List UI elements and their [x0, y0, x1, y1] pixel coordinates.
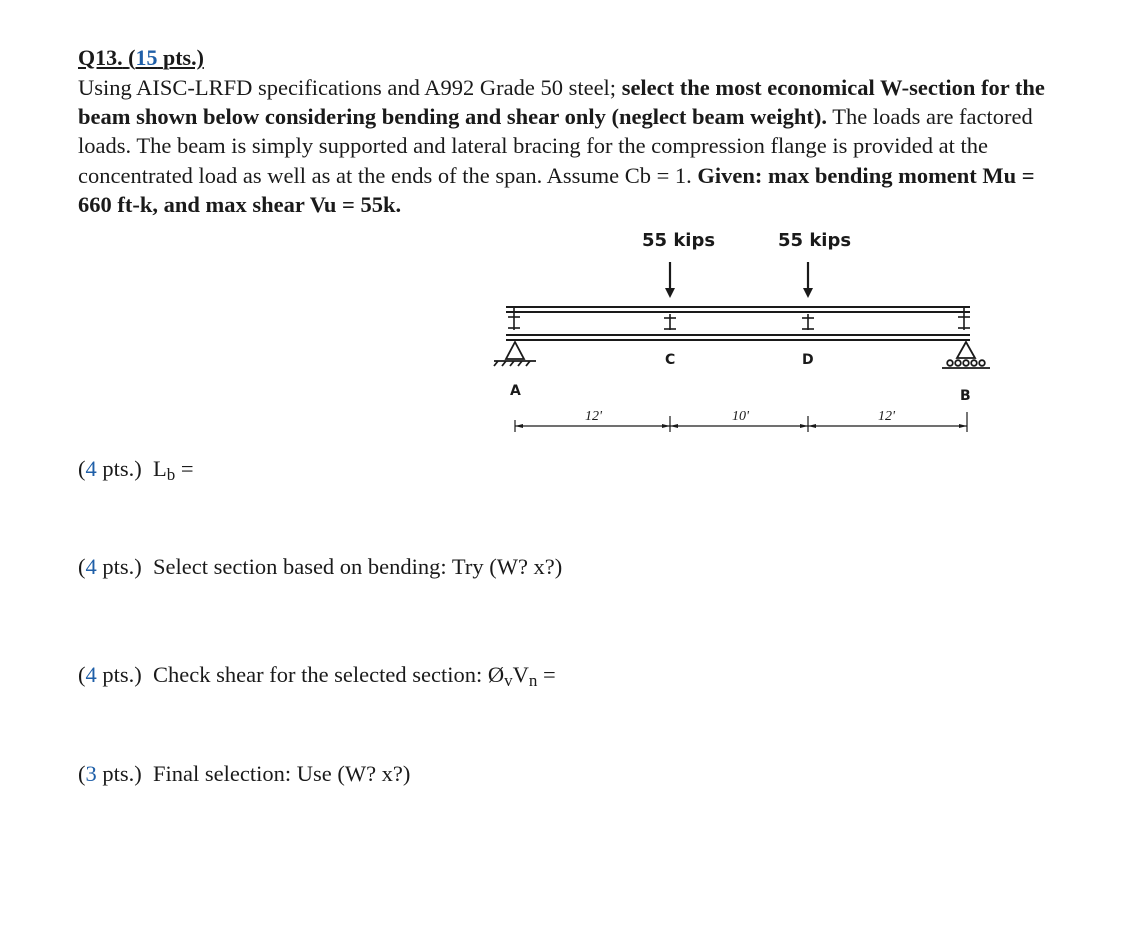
part-1-symbol: L — [153, 456, 167, 481]
part-3-close: pts.) — [96, 662, 142, 687]
part-4-points: 3 — [85, 761, 97, 786]
question-points-suffix: pts.) — [162, 45, 204, 70]
statement-bold-2: Given: max bending moment Mu = 660 ft-k, and max shear Vu = 55k. — [78, 162, 1035, 217]
part-2-bending — [78, 553, 562, 581]
dimension-label-2: 10' — [732, 409, 749, 424]
part-3-sub-v: v — [504, 671, 513, 690]
part-3-shear — [78, 661, 556, 695]
beam — [506, 307, 970, 340]
load-arrow-left — [665, 262, 675, 298]
pin-support-a — [494, 342, 536, 366]
part-2-close: pts.) — [96, 554, 142, 579]
part-1-equals: = — [175, 456, 194, 481]
part-4-text: Final selection: Use (W? x?) — [153, 761, 411, 786]
part-3-text: Check shear for the selected section: — [153, 662, 488, 687]
part-3-equals: = — [537, 662, 556, 687]
dimension-label-1: 12' — [585, 409, 602, 424]
part-1-lb — [78, 455, 194, 489]
part-2-points: 4 — [85, 554, 97, 579]
question-number: Q13. — [78, 45, 123, 70]
beam-diagram — [470, 222, 1030, 440]
part-1-open: ( — [78, 456, 86, 481]
statement-text-1: Using AISC-LRFD specifications and A992 Grade 50 steel; — [78, 75, 622, 100]
statement-text-2: The loads are factored loads. The beam is simply supported and lateral bracing for the compression flange is provided at the concentrated load as well as at the ends of the span. Assume Cb = 1. — [78, 104, 1033, 188]
dimension-label-3: 12' — [878, 409, 895, 424]
point-d-label: D — [802, 352, 814, 368]
part-4-close: pts.) — [96, 761, 142, 786]
part-1-subscript: b — [166, 465, 176, 484]
part-4-open: ( — [78, 761, 86, 786]
part-3-sub-n: n — [528, 671, 538, 690]
load-label-left: 55 kips — [642, 230, 716, 251]
problem-statement — [78, 73, 1063, 219]
point-a-label: A — [510, 383, 521, 399]
load-arrow-right — [803, 262, 813, 298]
load-label-right: 55 kips — [778, 230, 852, 251]
part-2-open: ( — [78, 554, 86, 579]
part-1-points: 4 — [85, 456, 97, 481]
part-1-close: pts.) — [96, 456, 142, 481]
part-2-text: Select section based on bending: Try (W? x?) — [153, 554, 563, 579]
point-b-label: B — [960, 388, 971, 404]
part-3-phi: Ø — [487, 662, 505, 687]
question-title — [78, 44, 204, 72]
part-4-final — [78, 760, 410, 788]
part-3-v: V — [512, 662, 529, 687]
question-points: 15 — [135, 45, 158, 70]
question-open-paren: ( — [128, 45, 136, 70]
point-c-label: C — [665, 352, 676, 368]
part-3-open: ( — [78, 662, 86, 687]
roller-support-b — [942, 342, 990, 368]
part-3-points: 4 — [85, 662, 97, 687]
statement-bold-1: select the most economical W-section for the beam shown below considering bending and shear only (neglect beam weight). — [78, 75, 1045, 130]
